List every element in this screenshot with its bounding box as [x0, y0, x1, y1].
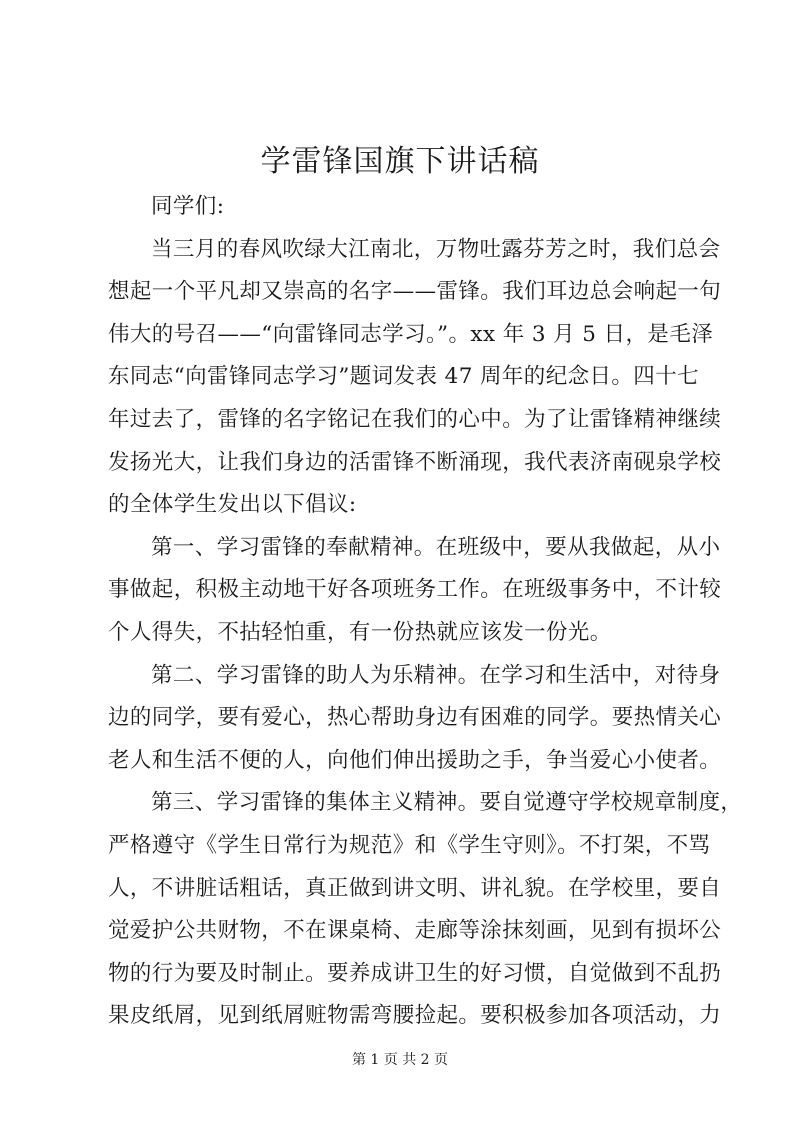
- text-line: 东同志“向雷锋同志学习”题词发表 47 周年的纪念日。四十七: [108, 364, 700, 390]
- text-line: 个人得失，不拈轻怕重，有一份热就应该发一份光。: [108, 619, 612, 645]
- text-line: 边的同学，要有爱心，热心帮助身边有困难的同学。要热情关心: [108, 705, 722, 731]
- text-line: 物的行为要及时制止。要养成讲卫生的好习惯，自觉做到不乱扔: [108, 960, 722, 986]
- text-line: 同学们:: [151, 194, 225, 219]
- text-line: 伟大的号召——“向雷锋同志学习。”。xx 年 3 月 5 日，是毛泽: [108, 321, 714, 347]
- text-line: 第二、学习雷锋的助人为乐精神。在学习和生活中，对待身: [151, 662, 721, 688]
- text-line: 人，不讲脏话粗话，真正做到讲文明、讲礼貌。在学校里，要自: [108, 875, 722, 901]
- text-line: 严格遵守《学生日常行为规范》和《学生守则》。不打架，不骂: [108, 832, 711, 858]
- text-line: 第一、学习雷锋的奉献精神。在班级中，要从我做起，从小: [151, 534, 721, 560]
- document-title: 学雷锋国旗下讲话稿: [260, 144, 540, 179]
- text-line: 年过去了，雷锋的名字铭记在我们的心中。为了让雷锋精神继续: [108, 406, 722, 432]
- document-body: [108, 186, 743, 1038]
- text-line: 的全体学生发出以下倡议:: [108, 492, 357, 518]
- text-line: 果皮纸屑，见到纸屑赃物需弯腰捡起。要积极参加各项活动，力: [108, 1003, 722, 1029]
- text-line: 老人和生活不便的人，向他们伸出援助之手，争当爱心小使者。: [108, 747, 722, 773]
- text-line: 想起一个平凡却又崇高的名字——雷锋。我们耳边总会响起一句: [108, 279, 722, 305]
- page-footer: 第 1 页 共 2 页: [351, 1052, 449, 1068]
- text-line: 第三、学习雷锋的集体主义精神。要自觉遵守学校规章制度，: [151, 790, 743, 816]
- text-line: 当三月的春风吹绿大江南北，万物吐露芬芳之时，我们总会: [151, 236, 721, 262]
- text-line: 觉爱护公共财物，不在课桌椅、走廊等涂抹刻画，见到有损坏公: [108, 918, 722, 944]
- text-line: 事做起，积极主动地干好各项班务工作。在班级事务中，不计较: [108, 577, 722, 603]
- text-line: 发扬光大，让我们身边的活雷锋不断涌现，我代表济南砚泉学校: [108, 449, 722, 475]
